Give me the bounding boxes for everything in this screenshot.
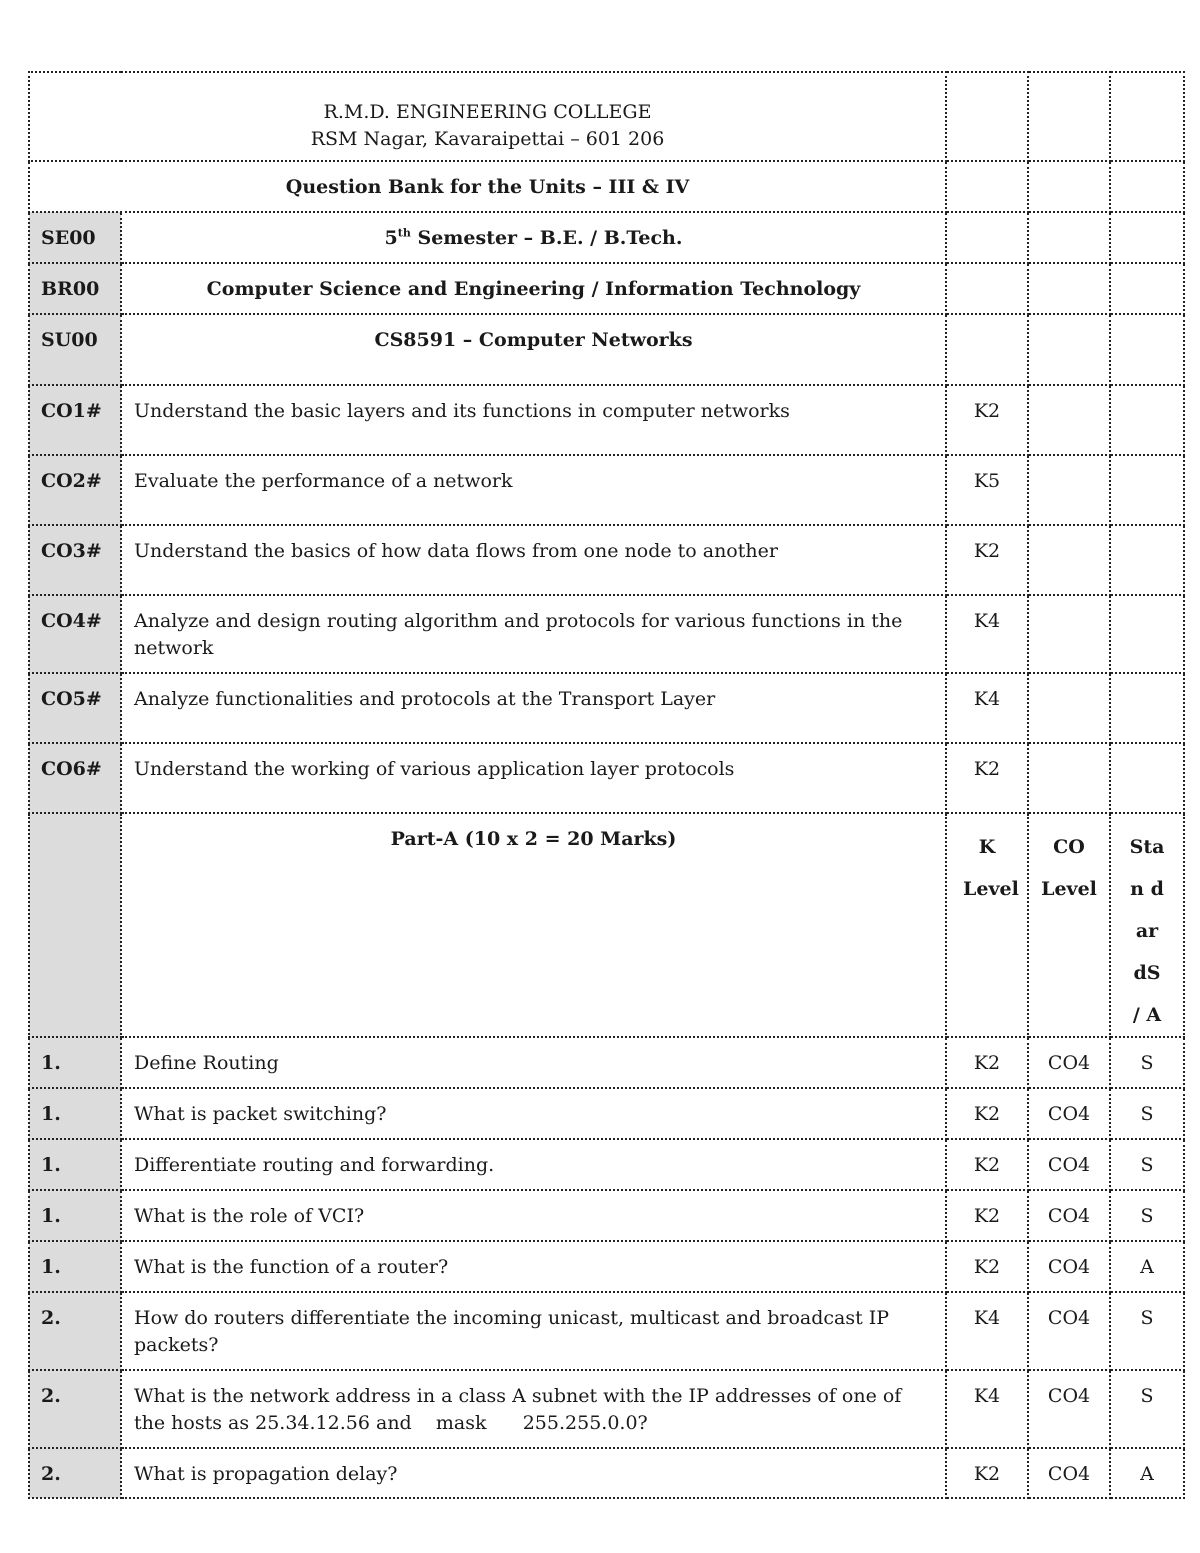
question-number: 2.: [29, 1448, 121, 1498]
question-k-level: K4: [946, 1370, 1028, 1448]
question-standard: S: [1110, 1370, 1184, 1448]
meta-row-semester: [29, 212, 1184, 263]
semester-text: [121, 212, 946, 263]
k-level-header: K Level: [946, 813, 1028, 1037]
empty-cell: [1110, 673, 1184, 743]
empty-cell: [1028, 743, 1110, 813]
question-bank-row: [29, 161, 1184, 212]
empty-cell: [1110, 595, 1184, 673]
part-a-title: Part-A (10 x 2 = 20 Marks): [121, 813, 946, 1037]
empty-cell: [1028, 385, 1110, 455]
empty-cell: [1110, 212, 1184, 263]
empty-cell: [946, 161, 1028, 212]
question-bank-table: [28, 71, 1185, 1499]
college-address: RSM Nagar, Kavaraipettai – 601 206: [310, 128, 665, 150]
co-k-level: K4: [946, 673, 1028, 743]
part-a-code-cell: [29, 813, 121, 1037]
question-co-level: CO4: [1028, 1190, 1110, 1241]
co-row: [29, 673, 1184, 743]
question-standard: A: [1110, 1241, 1184, 1292]
question-co-level: CO4: [1028, 1139, 1110, 1190]
empty-cell: [1028, 673, 1110, 743]
co-text: Analyze functionalities and protocols at the Transport Layer: [121, 673, 946, 743]
question-text: What is packet switching?: [121, 1088, 946, 1139]
empty-cell: [1110, 525, 1184, 595]
co-code: CO5#: [29, 673, 121, 743]
question-row: [29, 1241, 1184, 1292]
question-number: 1.: [29, 1139, 121, 1190]
co-text: Evaluate the performance of a network: [121, 455, 946, 525]
co-row: [29, 455, 1184, 525]
standards-header: Stan dar dS / A: [1110, 813, 1184, 1037]
college-header-row: [29, 72, 1184, 161]
co-text: Understand the basic layers and its functions in computer networks: [121, 385, 946, 455]
question-co-level: CO4: [1028, 1370, 1110, 1448]
question-row: [29, 1088, 1184, 1139]
co-k-level: K5: [946, 455, 1028, 525]
question-k-level: K2: [946, 1037, 1028, 1088]
question-row: [29, 1292, 1184, 1370]
question-standard: S: [1110, 1139, 1184, 1190]
question-co-level: CO4: [1028, 1292, 1110, 1370]
question-co-level: CO4: [1028, 1448, 1110, 1498]
empty-cell: [1028, 455, 1110, 525]
branch-text: Computer Science and Engineering / Information Technology: [121, 263, 946, 314]
meta-row-branch: [29, 263, 1184, 314]
co-code: CO1#: [29, 385, 121, 455]
college-header-cell: [29, 72, 946, 161]
meta-code: SE00: [29, 212, 121, 263]
question-text: What is the role of VCI?: [121, 1190, 946, 1241]
co-k-level: K2: [946, 525, 1028, 595]
empty-cell: [946, 263, 1028, 314]
meta-code: SU00: [29, 314, 121, 385]
subject-text: CS8591 – Computer Networks: [121, 314, 946, 385]
part-a-header-row: [29, 813, 1184, 1037]
co-code: CO2#: [29, 455, 121, 525]
co-row: [29, 385, 1184, 455]
question-text: How do routers differentiate the incoming unicast, multicast and broadcast IP packets?: [121, 1292, 946, 1370]
empty-cell: [946, 72, 1028, 161]
question-row: [29, 1190, 1184, 1241]
question-k-level: K2: [946, 1241, 1028, 1292]
empty-cell: [1028, 72, 1110, 161]
empty-cell: [946, 314, 1028, 385]
co-k-level: K2: [946, 743, 1028, 813]
question-row: [29, 1037, 1184, 1088]
empty-cell: [1028, 595, 1110, 673]
question-co-level: CO4: [1028, 1088, 1110, 1139]
question-number: 2.: [29, 1370, 121, 1448]
question-text: Differentiate routing and forwarding.: [121, 1139, 946, 1190]
empty-cell: [1110, 385, 1184, 455]
question-bank-title: Question Bank for the Units – III & IV: [29, 161, 946, 212]
empty-cell: [1110, 263, 1184, 314]
empty-cell: [1110, 455, 1184, 525]
empty-cell: [1110, 743, 1184, 813]
empty-cell: [1110, 314, 1184, 385]
question-k-level: K2: [946, 1448, 1028, 1498]
question-k-level: K2: [946, 1139, 1028, 1190]
semester-suffix: th: [397, 226, 411, 240]
question-standard: S: [1110, 1088, 1184, 1139]
semester-label: Semester – B.E. / B.Tech.: [410, 227, 683, 249]
co-row: [29, 743, 1184, 813]
question-text: What is the network address in a class A subnet with the IP addresses of one of the hosts as 25.34.12.56 and mask 255.255.0.0?: [121, 1370, 946, 1448]
question-number: 1.: [29, 1088, 121, 1139]
empty-cell: [1028, 212, 1110, 263]
co-k-level: K2: [946, 385, 1028, 455]
question-number: 1.: [29, 1190, 121, 1241]
co-text: Understand the working of various application layer protocols: [121, 743, 946, 813]
semester-number: 5: [384, 227, 398, 249]
co-level-header: CO Level: [1028, 813, 1110, 1037]
meta-row-subject: [29, 314, 1184, 385]
question-text: Define Routing: [121, 1037, 946, 1088]
empty-cell: [1028, 525, 1110, 595]
college-name: R.M.D. ENGINEERING COLLEGE: [323, 101, 652, 123]
question-standard: S: [1110, 1037, 1184, 1088]
question-number: 2.: [29, 1292, 121, 1370]
meta-code: BR00: [29, 263, 121, 314]
co-code: CO4#: [29, 595, 121, 673]
co-text: Analyze and design routing algorithm and protocols for various functions in the network: [121, 595, 946, 673]
question-number: 1.: [29, 1037, 121, 1088]
question-row: [29, 1139, 1184, 1190]
empty-cell: [1110, 72, 1184, 161]
question-co-level: CO4: [1028, 1241, 1110, 1292]
question-row: [29, 1370, 1184, 1448]
question-k-level: K2: [946, 1190, 1028, 1241]
question-text: What is the function of a router?: [121, 1241, 946, 1292]
empty-cell: [946, 212, 1028, 263]
question-k-level: K4: [946, 1292, 1028, 1370]
question-standard: S: [1110, 1292, 1184, 1370]
question-standard: A: [1110, 1448, 1184, 1498]
empty-cell: [1110, 161, 1184, 212]
co-code: CO6#: [29, 743, 121, 813]
co-code: CO3#: [29, 525, 121, 595]
empty-cell: [1028, 161, 1110, 212]
empty-cell: [1028, 263, 1110, 314]
co-row: [29, 595, 1184, 673]
question-standard: S: [1110, 1190, 1184, 1241]
question-number: 1.: [29, 1241, 121, 1292]
question-k-level: K2: [946, 1088, 1028, 1139]
co-row: [29, 525, 1184, 595]
co-text: Understand the basics of how data flows from one node to another: [121, 525, 946, 595]
question-co-level: CO4: [1028, 1037, 1110, 1088]
question-text: What is propagation delay?: [121, 1448, 946, 1498]
empty-cell: [1028, 314, 1110, 385]
co-k-level: K4: [946, 595, 1028, 673]
question-row: [29, 1448, 1184, 1498]
